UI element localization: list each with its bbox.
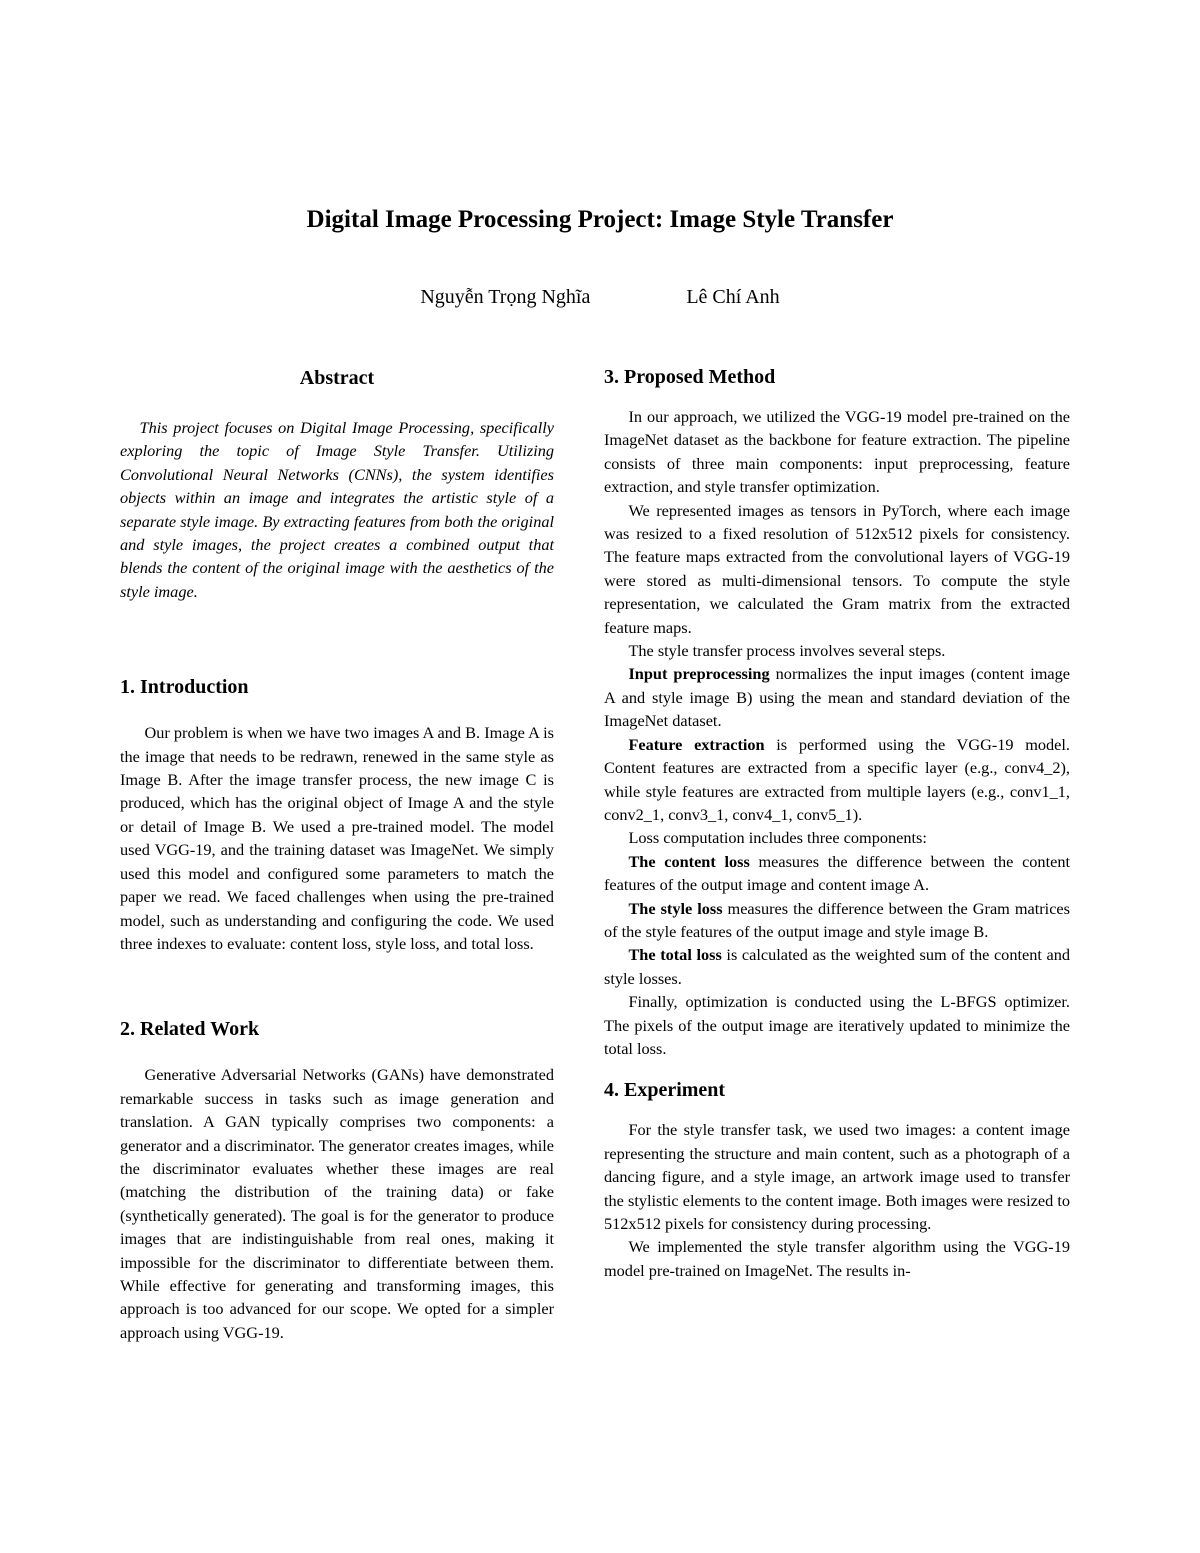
abstract-heading: Abstract: [299, 367, 375, 389]
method-paragraph: [604, 943, 1070, 990]
section-heading-proposed-method: 3. Proposed Method: [604, 366, 776, 388]
section-heading-related-work: 2. Related Work: [120, 1018, 260, 1041]
paragraph-text: is performed using the VGG-19 model. Content features are extracted from a specific layer (e.g., conv4_2), while style features are extracted from multiple layers (e.g., conv1_1, conv2_1, conv3_1, conv4_1, conv5_1).: [604, 734, 1070, 824]
related-work-paragraph: Generative Adversarial Networks (GANs) have demonstrated remarkable success in tasks such as image generation and translation. A GAN typically comprises two components: a generator and a discriminator. The generator creates images, while the discriminator evaluates whether these images are real (matching the distribution of the training data) or fake (synthetically generated). The goal is for the generator to produce images that are indistinguishable from real ones, making it impossible for the discriminator to differentiate between them. While effective for generating and transforming images, this approach is too advanced for our scope. We opted for a simpler approach using VGG-19.: [120, 1065, 554, 1342]
method-paragraph: [604, 662, 1070, 732]
method-paragraph: Finally, optimization is conducted using the L-BFGS optimizer. The pixels of the output image are iteratively updated to minimize the total loss.: [604, 992, 1070, 1058]
author-name: Nguyễn Trọng Nghĩa: [420, 286, 591, 308]
paragraph-text: measures the difference between the Gram matrices of the style features of the output image and style image B.: [604, 898, 1070, 941]
paper-title: Digital Image Processing Project: Image Style Transfer: [306, 206, 894, 233]
abstract-text: This project focuses on Digital Image Processing, specifically exploring the topic of Image Style Transfer. Utilizing Convolutional Neural Networks (CNNs), the system identifies objects within an image and integrates the artistic style of a separate style image. By extracting features from both the original and style images, the project creates a combined output that blends the content of the original image with the aesthetics of the style image.: [120, 418, 554, 601]
right-column: [604, 358, 1070, 1282]
bold-term: Input preprocessing: [628, 664, 770, 684]
bold-term: The style loss: [628, 898, 723, 918]
experiment-paragraph: We implemented the style transfer algorithm using the VGG-19 model pre-trained on ImageNet. The results in-: [604, 1237, 1070, 1280]
method-paragraph: In our approach, we utilized the VGG-19 model pre-trained on the ImageNet dataset as the backbone for feature extraction. The pipeline consists of three main components: input preprocessing, feature extraction, and style transfer optimization.: [604, 407, 1070, 497]
paragraph-text: measures the difference between the content features of the output image and content image A.: [604, 851, 1070, 895]
method-paragraph: The style transfer process involves several steps.: [628, 641, 946, 661]
bold-term: The total loss: [628, 945, 722, 965]
paragraph-text: is calculated as the weighted sum of the content and style losses.: [604, 945, 1070, 988]
introduction-paragraph: Our problem is when we have two images A and B. Image A is the image that needs to be redrawn, renewed in the same style as Image B. After the image transfer process, the new image C is produced, which has the original object of Image A and the style or detail of Image B. We used a pre-trained model. The model used VGG-19, and the training dataset was ImageNet. We simply used this model and configured some parameters to match the paper we read. We faced challenges when using the pre-trained model, such as understanding and configuring the code. We used three indexes to evaluate: content loss, style loss, and total loss.: [120, 723, 554, 953]
paragraph-text: normalizes the input images (content image A and style image B) using the mean and standard deviation of the ImageNet dataset.: [604, 664, 1070, 731]
method-paragraph: [604, 897, 1070, 944]
author-list: [0, 282, 1200, 312]
method-paragraph: [604, 733, 1070, 827]
section-heading-introduction: 1. Introduction: [120, 676, 249, 699]
section-heading-experiment: 4. Experiment: [604, 1079, 726, 1102]
left-column: [120, 358, 554, 1344]
bold-term: The content loss: [628, 851, 750, 871]
author-name: Lê Chí Anh: [686, 286, 780, 308]
method-paragraph: Loss computation includes three components:: [628, 828, 927, 848]
method-paragraph: We represented images as tensors in PyTorch, where each image was resized to a fixed resolution of 512x512 pixels for consistency. The feature maps extracted from the convolutional layers of VGG-19 were stored as multi-dimensional tensors. To compute the style representation, we calculated the Gram matrix from the extracted feature maps.: [604, 500, 1070, 637]
experiment-paragraph: For the style transfer task, we used two images: a content image representing the structure and main content, such as a photograph of a dancing figure, and a style image, an artwork image used to transfer the stylistic elements to the content image. Both images were resized to 512x512 pixels for consistency during processing.: [604, 1120, 1070, 1233]
bold-term: Feature extraction: [628, 734, 765, 754]
method-paragraph: [604, 850, 1070, 897]
